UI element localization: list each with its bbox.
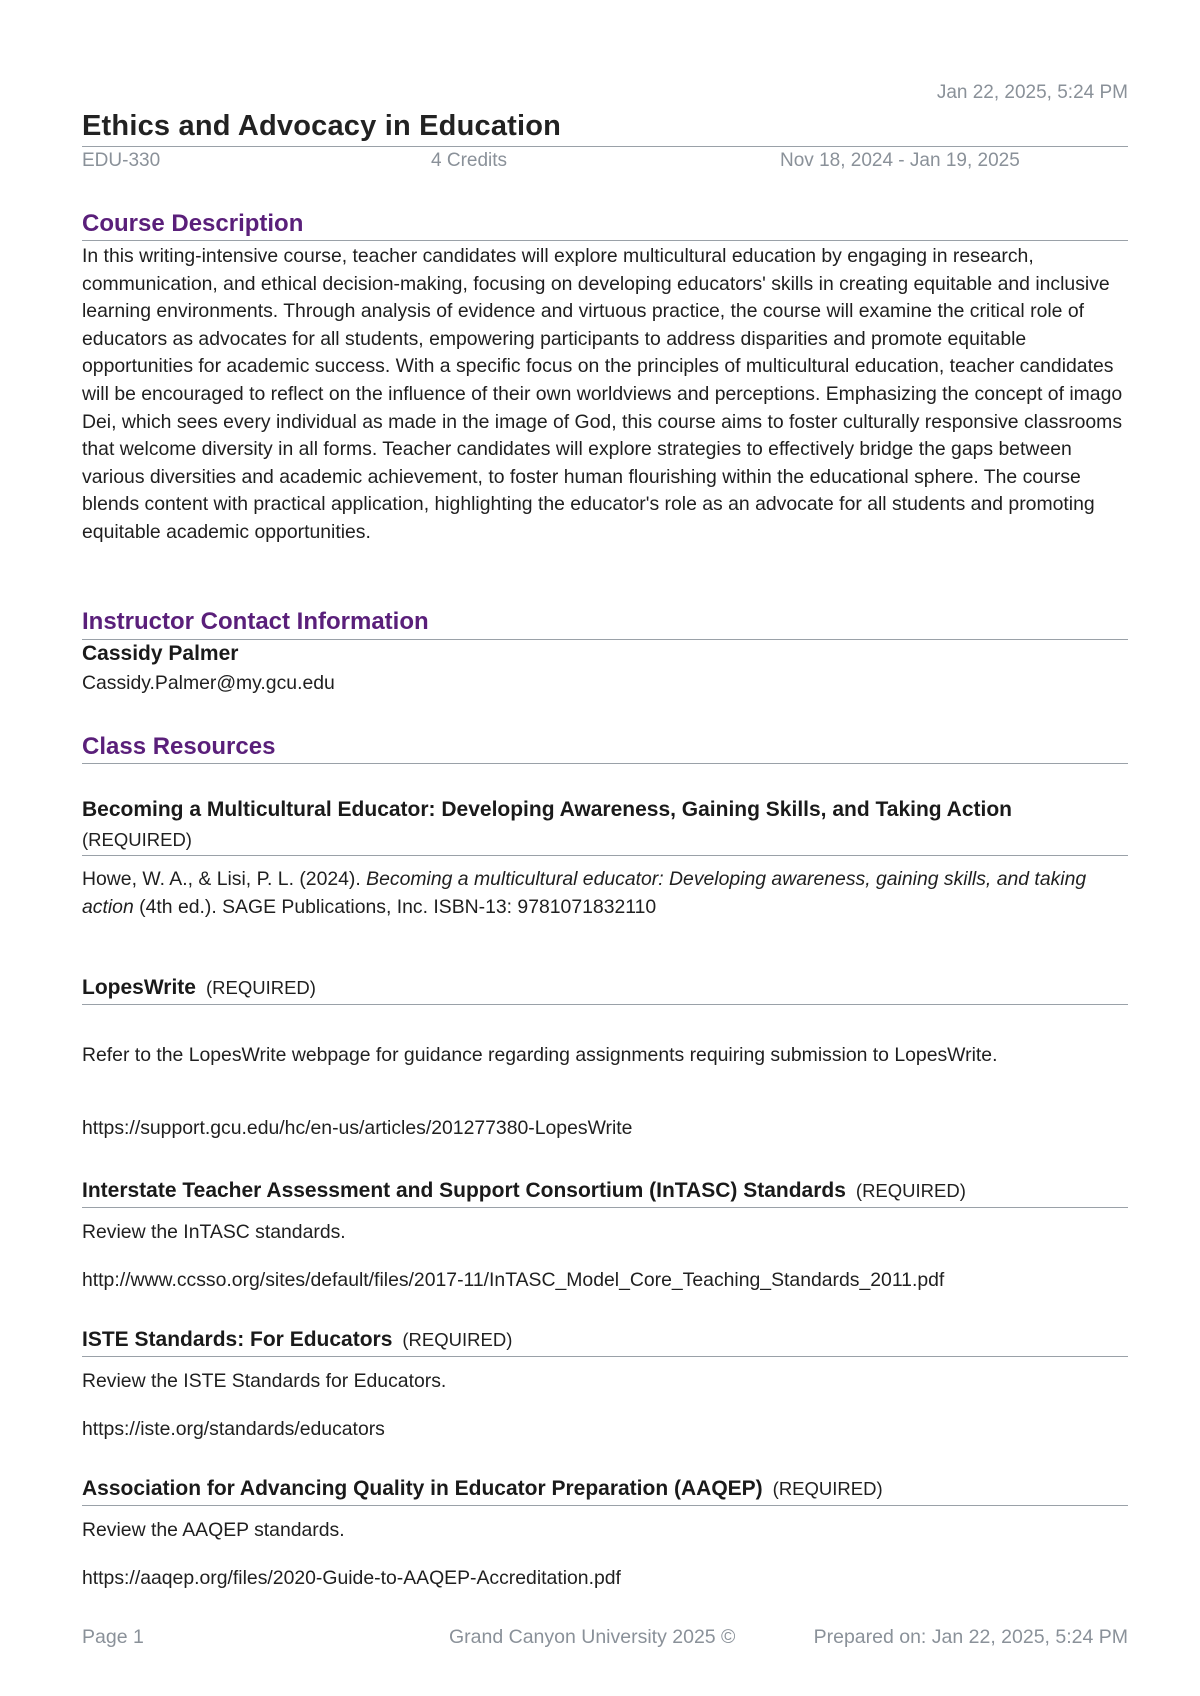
resource-divider bbox=[82, 855, 1128, 856]
resource-divider bbox=[82, 1505, 1128, 1506]
required-label: (REQUIRED) bbox=[772, 1478, 883, 1499]
class-resources-divider bbox=[82, 763, 1128, 764]
resource-link[interactable]: http://www.ccsso.org/sites/default/files/2017-11/InTASC_Model_Core_Teaching_Standards_2011.pdf bbox=[82, 1269, 945, 1291]
resource-citation: Howe, W. A., & Lisi, P. L. (2024). Becoming a multicultural educator: Developing awareness, gaining skills, and taking action (4th ed.). SAGE Publications, Inc. ISBN-13: 9781071832110 bbox=[82, 868, 1087, 918]
resource-title: Becoming a Multicultural Educator: Developing Awareness, Gaining Skills, and Taking Action bbox=[82, 798, 1012, 821]
resource-link[interactable]: https://iste.org/standards/educators bbox=[82, 1418, 385, 1440]
footer-copyright: Grand Canyon University 2025 © bbox=[449, 1626, 736, 1648]
resource-description: Refer to the LopesWrite webpage for guidance regarding assignments requiring submission to LopesWrite. bbox=[82, 1044, 998, 1066]
title-divider bbox=[82, 146, 1128, 147]
page-title: Ethics and Advocacy in Education bbox=[82, 110, 562, 142]
course-description-text: In this writing-intensive course, teacher candidates will explore multicultural education by engaging in research, communication, and ethical decision-making, focusing on developing educators' skills in creating equitable and inclusive learning environments. Through analysis of evidence and virtuous practice, the course will examine the critical role of educators as advocates for all students, empowering participants to address disparities and promote equitable opportunities for academic success. With a specific focus on the principles of multicultural education, teacher candidates will be encouraged to reflect on the influence of their own worldviews and perceptions. Emphasizing the concept of imago Dei, which sees every individual as made in the image of God, this course aims to foster culturally responsive classrooms that welcome diversity in all forms. Teacher candidates will explore strategies to effectively bridge the gaps between various diversities and academic achievement, to foster human flourishing within the educational sphere. The course blends content with practical application, highlighting the educator's role as an advocate for all students and promoting equitable academic opportunities. bbox=[82, 245, 1123, 543]
course-credits: 4 Credits bbox=[431, 150, 508, 171]
resource-description: Review the InTASC standards. bbox=[82, 1221, 346, 1243]
resource-title: Interstate Teacher Assessment and Support Consortium (InTASC) Standards (REQUIRED) bbox=[82, 1179, 966, 1202]
resource-link[interactable]: https://support.gcu.edu/hc/en-us/articles/201277380-LopesWrite bbox=[82, 1117, 633, 1139]
instructor-heading: Instructor Contact Information bbox=[82, 608, 429, 635]
resource-divider bbox=[82, 1004, 1128, 1005]
document-page bbox=[82, 0, 1128, 1696]
course-date-range: Nov 18, 2024 - Jan 19, 2025 bbox=[780, 150, 1020, 171]
instructor-name: Cassidy Palmer bbox=[82, 642, 239, 665]
course-code: EDU-330 bbox=[82, 150, 161, 171]
instructor-email[interactable]: Cassidy.Palmer@my.gcu.edu bbox=[82, 672, 335, 694]
resource-divider bbox=[82, 1207, 1128, 1208]
required-label: (REQUIRED) bbox=[82, 829, 192, 850]
course-description-heading: Course Description bbox=[82, 210, 304, 237]
resource-title: Association for Advancing Quality in Educator Preparation (AAQEP) (REQUIRED) bbox=[82, 1477, 883, 1500]
required-label: (REQUIRED) bbox=[205, 977, 316, 998]
required-label: (REQUIRED) bbox=[402, 1329, 513, 1350]
page-number: Page 1 bbox=[82, 1626, 144, 1648]
required-label: (REQUIRED) bbox=[855, 1180, 966, 1201]
resource-link[interactable]: https://aaqep.org/files/2020-Guide-to-AAQEP-Accreditation.pdf bbox=[82, 1567, 621, 1589]
course-description-divider bbox=[82, 240, 1128, 241]
class-resources-heading: Class Resources bbox=[82, 733, 276, 760]
resource-description: Review the AAQEP standards. bbox=[82, 1519, 345, 1541]
resource-divider bbox=[82, 1356, 1128, 1357]
resource-title: ISTE Standards: For Educators (REQUIRED) bbox=[82, 1328, 513, 1351]
instructor-divider bbox=[82, 639, 1128, 640]
footer-prepared-date: Prepared on: Jan 22, 2025, 5:24 PM bbox=[813, 1626, 1128, 1648]
resource-title: LopesWrite (REQUIRED) bbox=[82, 976, 316, 999]
resource-description: Review the ISTE Standards for Educators. bbox=[82, 1370, 447, 1392]
print-timestamp: Jan 22, 2025, 5:24 PM bbox=[936, 82, 1128, 103]
